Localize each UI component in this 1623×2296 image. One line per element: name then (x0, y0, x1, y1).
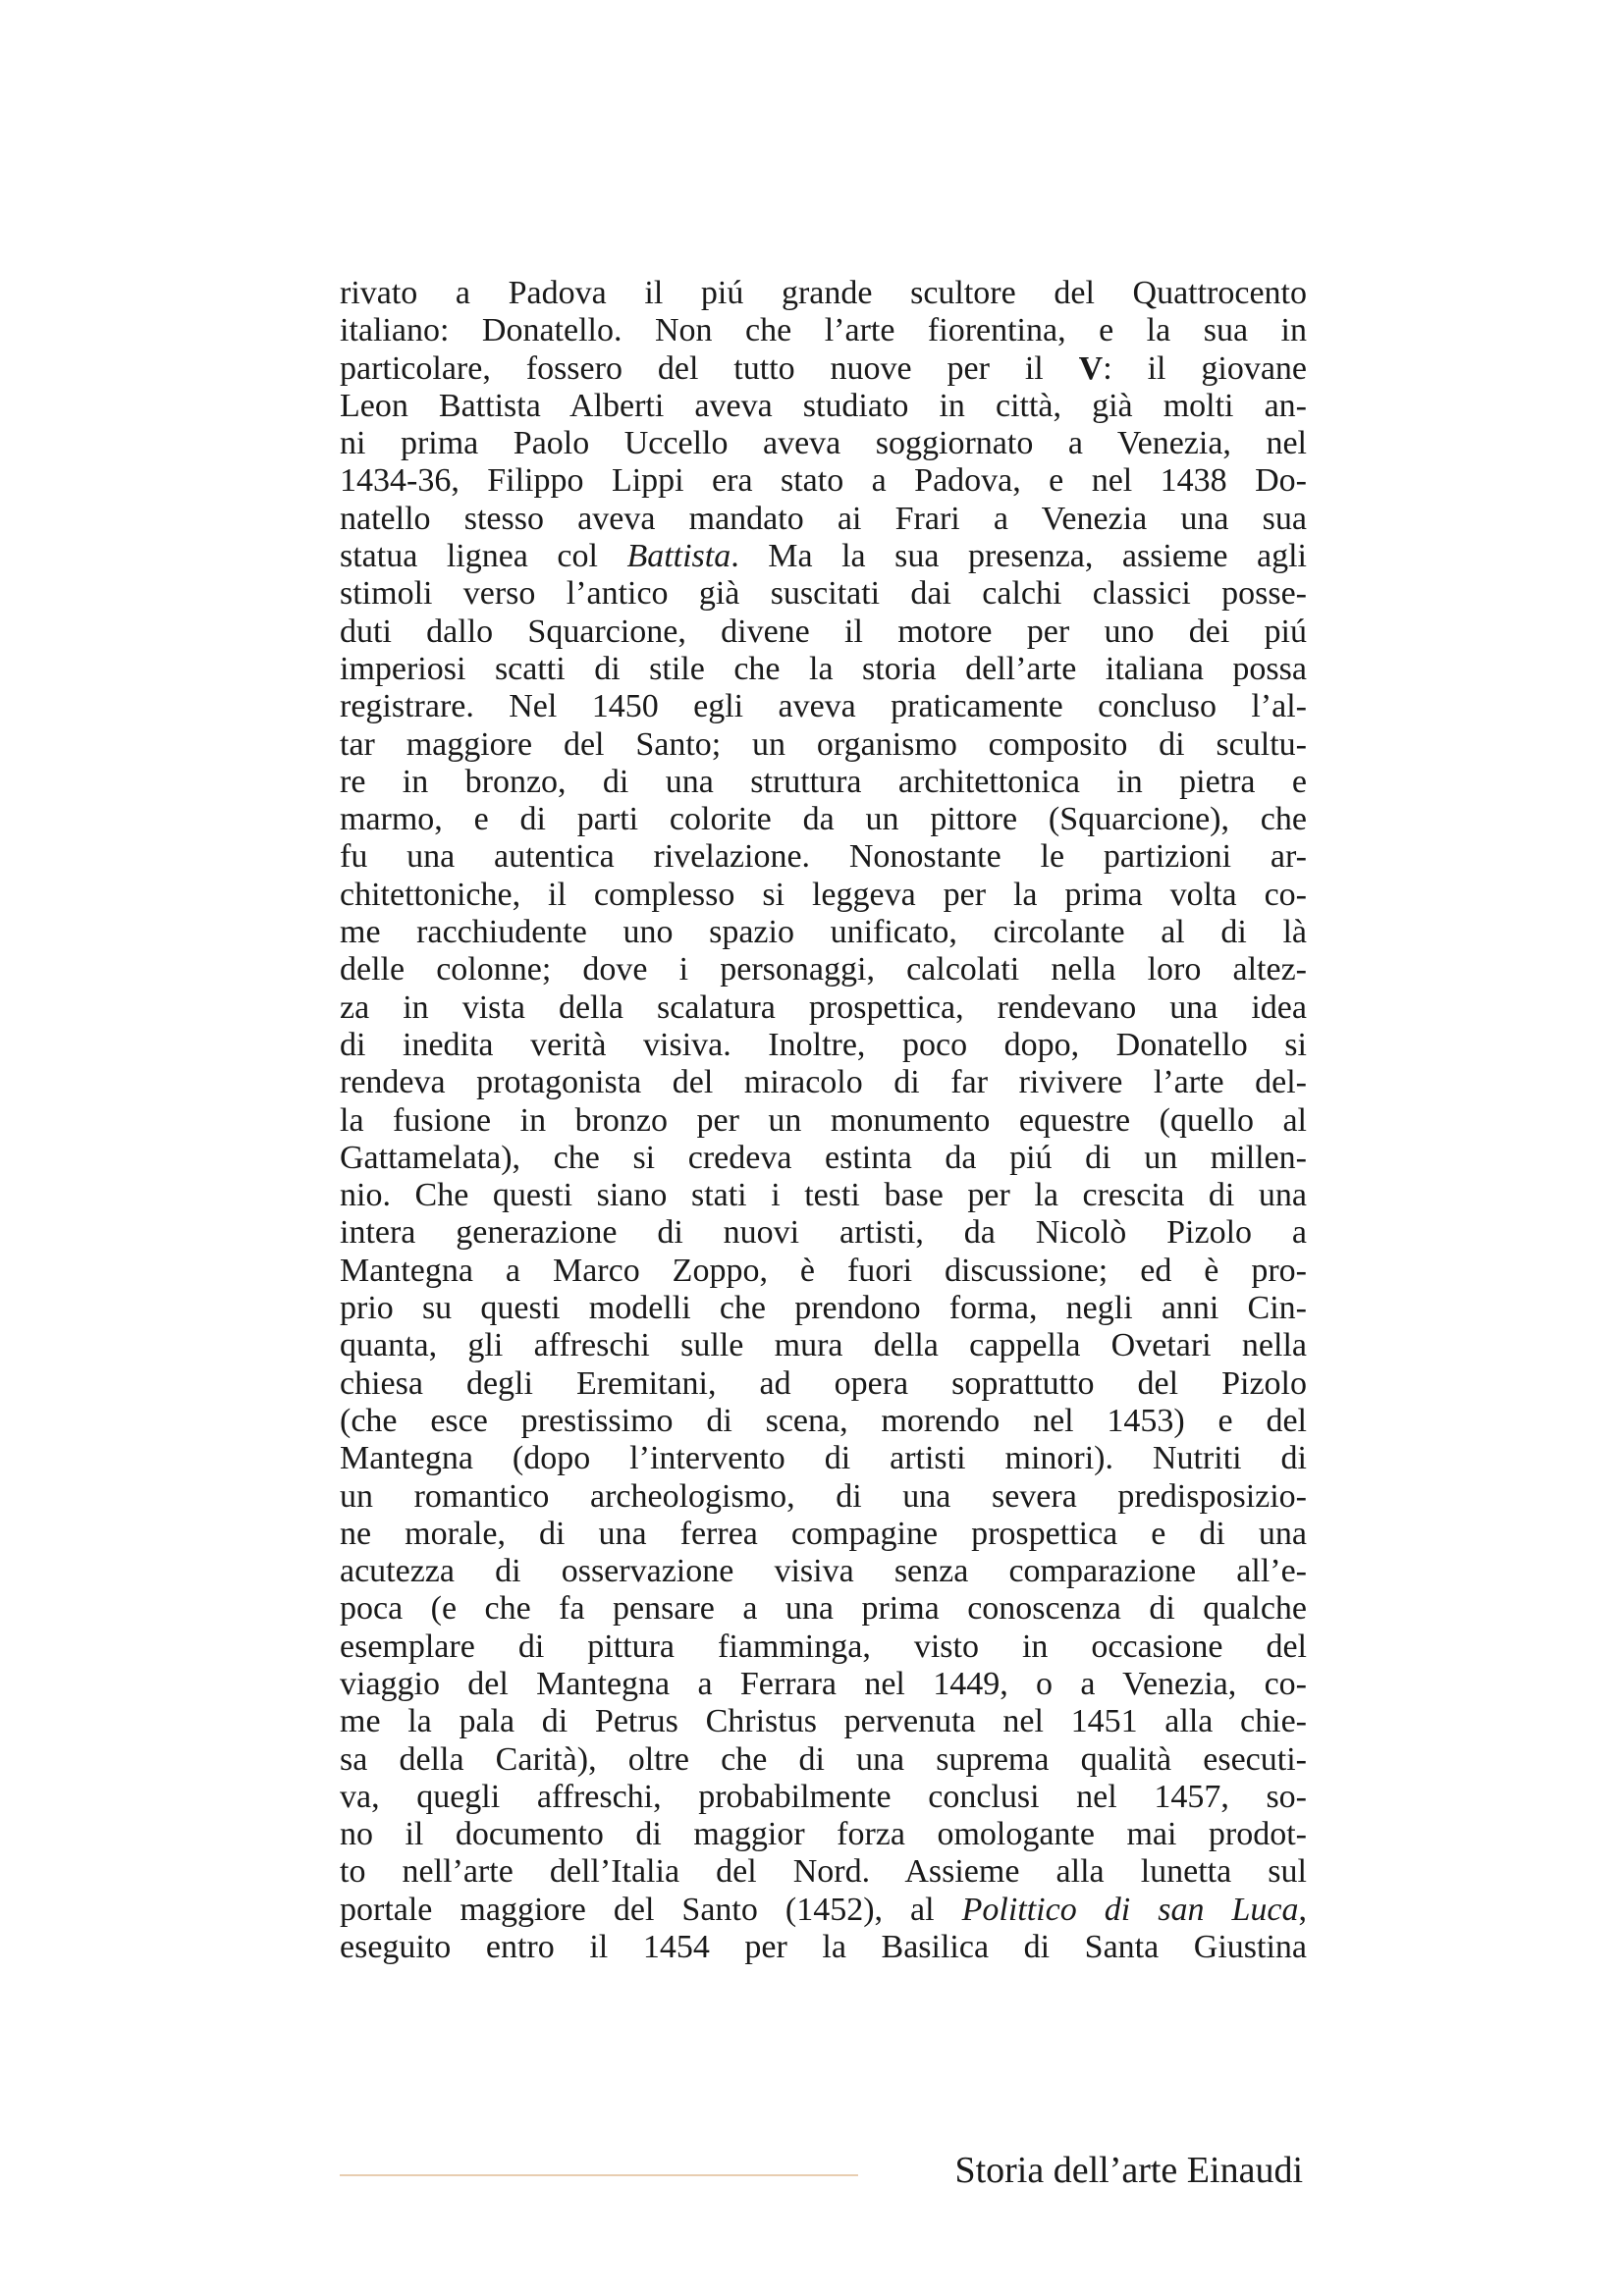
text-line: italiano: Donatello. Non che l’arte fiorentina, e la sua in (340, 312, 1307, 349)
text-line: registrare. Nel 1450 egli aveva praticamente concluso l’al- (340, 688, 1307, 725)
text-line: tar maggiore del Santo; un organismo composito di scultu- (340, 725, 1307, 763)
text-line: me racchiudente uno spazio unificato, circolante al di là (340, 914, 1307, 951)
text-line: di inedita verità visiva. Inoltre, poco dopo, Donatello si (340, 1026, 1307, 1063)
footer-rule (340, 2174, 858, 2176)
text-run: portale maggiore del Santo (1452), al (340, 1891, 962, 1928)
text-line: no il documento di maggior forza omologante mai prodot- (340, 1816, 1307, 1853)
text-line: intera generazione di nuovi artisti, da Nicolò Pizolo a (340, 1214, 1307, 1252)
text-line: ne morale, di una ferrea compagine prospettica e di una (340, 1515, 1307, 1552)
bold-run: V (1078, 349, 1104, 387)
text-line: va, quegli affreschi, probabilmente conclusi nel 1457, so- (340, 1778, 1307, 1815)
text-line: duti dallo Squarcione, divene il motore per uno dei piú (340, 613, 1307, 650)
text-line (340, 1892, 1307, 1929)
text-line: acutezza di osservazione visiva senza comparazione all’e- (340, 1553, 1307, 1590)
text-line: quanta, gli affreschi sulle mura della cappella Ovetari nella (340, 1327, 1307, 1364)
text-line: (che esce prestissimo di scena, morendo nel 1453) e del (340, 1402, 1307, 1439)
text-line: fu una autentica rivelazione. Nonostante le partizioni ar- (340, 838, 1307, 876)
text-line: 1434-36, Filippo Lippi era stato a Padova, e nel 1438 Do- (340, 462, 1307, 500)
text-line (340, 350, 1307, 388)
text-run: statua lignea col (340, 538, 627, 575)
text-run: , (1298, 1891, 1307, 1928)
text-line: la fusione in bronzo per un monumento equestre (quello al (340, 1101, 1307, 1139)
text-line: za in vista della scalatura prospettica, rendevano una idea (340, 988, 1307, 1026)
text-line: imperiosi scatti di stile che la storia dell’arte italiana possa (340, 650, 1307, 687)
italic-run: Polittico di san Luca (961, 1891, 1299, 1928)
text-run: . Ma la sua presenza, assieme agli (730, 538, 1308, 575)
text-line: chiesa degli Eremitani, ad opera soprattutto del Pizolo (340, 1364, 1307, 1402)
text-line: Gattamelata), che si credeva estinta da piú di un millen- (340, 1139, 1307, 1176)
text-line: rivato a Padova il piú grande scultore del Quattrocento (340, 275, 1307, 311)
text-line: re in bronzo, di una struttura architettonica in pietra e (340, 763, 1307, 800)
text-line: marmo, e di parti colorite da un pittore (Squarcione), che (340, 801, 1307, 838)
text-run: : il giovane (1103, 349, 1307, 387)
text-line: prio su questi modelli che prendono forma, negli anni Cin- (340, 1290, 1307, 1327)
text-line: ni prima Paolo Uccello aveva soggiornato a Venezia, nel (340, 425, 1307, 462)
body-text (340, 275, 1307, 1966)
text-run: particolare, fossero del tutto nuove per il (340, 349, 1079, 387)
text-line: viaggio del Mantegna a Ferrara nel 1449, o a Venezia, co- (340, 1665, 1307, 1702)
text-line: to nell’arte dell’Italia del Nord. Assieme alla lunetta sul (340, 1853, 1307, 1891)
text-line: Mantegna (dopo l’intervento di artisti minori). Nutriti di (340, 1440, 1307, 1477)
text-line: rendeva protagonista del miracolo di far rivivere l’arte del- (340, 1064, 1307, 1101)
text-line: nio. Che questi siano stati i testi base per la crescita di una (340, 1177, 1307, 1214)
text-line: Mantegna a Marco Zoppo, è fuori discussione; ed è pro- (340, 1252, 1307, 1289)
text-line: me la pala di Petrus Christus pervenuta nel 1451 alla chie- (340, 1703, 1307, 1740)
text-line: poca (e che fa pensare a una prima conoscenza di qualche (340, 1590, 1307, 1628)
text-line: delle colonne; dove i personaggi, calcolati nella loro altez- (340, 951, 1307, 988)
text-line: natello stesso aveva mandato ai Frari a Venezia una sua (340, 500, 1307, 537)
text-line: stimoli verso l’antico già suscitati dai calchi classici posse- (340, 575, 1307, 613)
text-line: esemplare di pittura fiamminga, visto in occasione del (340, 1628, 1307, 1665)
text-line: chitettoniche, il complesso si leggeva per la prima volta co- (340, 876, 1307, 913)
text-line: sa della Carità), oltre che di una suprema qualità esecuti- (340, 1740, 1307, 1778)
text-line: un romantico archeologismo, di una severa predisposizio- (340, 1477, 1307, 1515)
text-line (340, 538, 1307, 575)
text-line: eseguito entro il 1454 per la Basilica di Santa Giustina (340, 1929, 1307, 1966)
footer-title: Storia dell’arte Einaudi (954, 2150, 1303, 2191)
italic-run: Battista (626, 538, 731, 575)
text-line: Leon Battista Alberti aveva studiato in città, già molti an- (340, 387, 1307, 424)
